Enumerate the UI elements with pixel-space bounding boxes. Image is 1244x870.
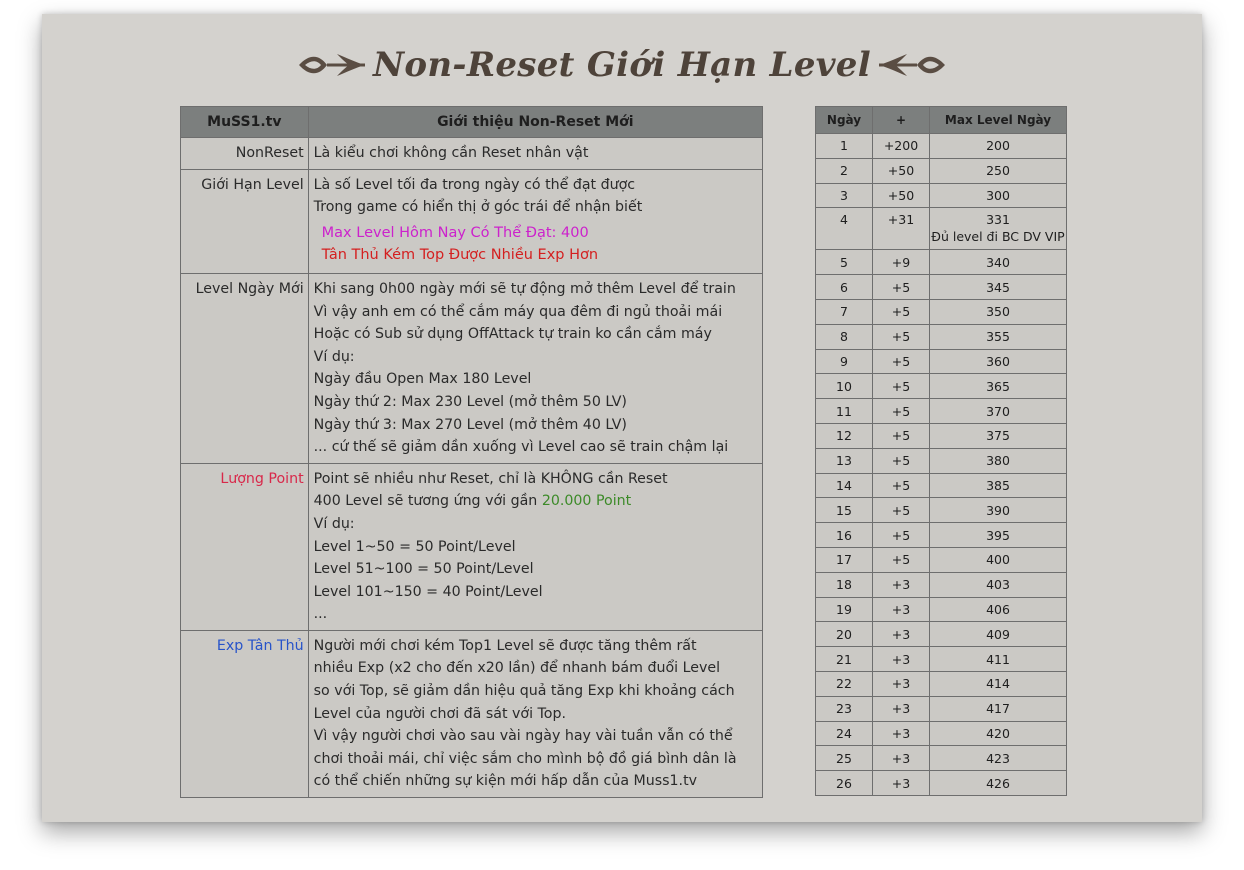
- level-plus-cell: +3: [873, 647, 930, 672]
- text-line: có thể chiến những sự kiện mới hấp dẫn của Muss1.tv: [313, 773, 698, 790]
- row-label: Giới Hạn Level: [181, 169, 309, 273]
- level-plus-cell: +5: [873, 547, 930, 572]
- text-line: Point sẽ nhiều như Reset, chỉ là KHÔNG cần Reset: [313, 470, 668, 487]
- level-day-cell: 18: [816, 572, 873, 597]
- level-plus-cell: +5: [873, 448, 930, 473]
- row-label: Level Ngày Mới: [181, 273, 309, 463]
- info-row-point: [181, 463, 763, 630]
- level-day-cell: 10: [816, 374, 873, 399]
- point-value: 20.000 Point: [541, 493, 632, 510]
- text-line: ...: [313, 606, 328, 623]
- level-max-cell: 426: [930, 771, 1067, 796]
- level-max-cell: 355: [930, 324, 1067, 349]
- level-row: [816, 572, 1067, 597]
- level-plus-cell: +3: [873, 746, 930, 771]
- level-row: [816, 299, 1067, 324]
- level-max-cell: 250: [930, 158, 1067, 183]
- level-max-cell: 406: [930, 597, 1067, 622]
- level-table: [815, 106, 1067, 796]
- level-max-cell: [930, 208, 1067, 250]
- level-day-cell: 3: [816, 183, 873, 208]
- level-row: [816, 399, 1067, 424]
- level-day-cell: 25: [816, 746, 873, 771]
- row-text: [308, 630, 762, 797]
- level-row: [816, 183, 1067, 208]
- row-text: [308, 138, 762, 170]
- info-header-site: MuSS1.tv: [181, 107, 309, 138]
- level-header-max: Max Level Ngày: [930, 107, 1067, 134]
- level-day-cell: 6: [816, 275, 873, 300]
- level-header-day: Ngày: [816, 107, 873, 134]
- level-row: [816, 696, 1067, 721]
- level-row: [816, 158, 1067, 183]
- level-max-cell: 370: [930, 399, 1067, 424]
- level-row: [816, 275, 1067, 300]
- newbie-exp-highlight: Tân Thủ Kém Top Được Nhiều Exp Hơn: [321, 247, 599, 264]
- level-max-cell: 200: [930, 134, 1067, 159]
- row-label: NonReset: [181, 138, 309, 170]
- info-row-newbie-exp: [181, 630, 763, 797]
- level-plus-cell: +3: [873, 572, 930, 597]
- level-max-cell: 420: [930, 721, 1067, 746]
- level-note: Đủ level đi BC DV VIP: [931, 229, 1065, 245]
- level-row: [816, 498, 1067, 523]
- level-plus-cell: +200: [873, 134, 930, 159]
- level-day-cell: 13: [816, 448, 873, 473]
- level-day-cell: 9: [816, 349, 873, 374]
- level-row: [816, 208, 1067, 250]
- level-plus-cell: +5: [873, 523, 930, 548]
- text-line: Ngày thứ 3: Max 270 Level (mở thêm 40 LV): [313, 416, 627, 433]
- level-plus-cell: +5: [873, 423, 930, 448]
- text-line: Level của người chơi đã sát với Top.: [313, 705, 567, 722]
- level-row: [816, 250, 1067, 275]
- level-plus-cell: +3: [873, 771, 930, 796]
- level-max-value: 331: [986, 212, 1010, 228]
- row-text: [308, 273, 762, 463]
- level-max-cell: 423: [930, 746, 1067, 771]
- level-row: [816, 721, 1067, 746]
- level-row: [816, 647, 1067, 672]
- level-row: [816, 448, 1067, 473]
- level-max-cell: 360: [930, 349, 1067, 374]
- level-day-cell: 4: [816, 208, 873, 250]
- text-line: Vì vậy người chơi vào sau vài ngày hay vài tuần vẫn có thể: [313, 728, 733, 745]
- level-plus-cell: +3: [873, 696, 930, 721]
- info-row-new-day: [181, 273, 763, 463]
- level-row: [816, 671, 1067, 696]
- row-label: Exp Tân Thủ: [181, 630, 309, 797]
- max-level-highlight: Max Level Hôm Nay Có Thể Đạt: 400: [321, 224, 589, 241]
- level-day-cell: 23: [816, 696, 873, 721]
- level-row: [816, 349, 1067, 374]
- text-line: so với Top, sẽ giảm dần hiệu quả tăng Exp khi khoảng cách: [313, 683, 735, 700]
- level-row: [816, 771, 1067, 796]
- row-text: [308, 463, 762, 630]
- right-ornament-icon: [877, 48, 947, 82]
- level-row: [816, 134, 1067, 159]
- level-max-cell: 380: [930, 448, 1067, 473]
- text-line: [314, 490, 756, 513]
- text-line: Vì vậy anh em có thể cắm máy qua đêm đi ngủ thoải mái: [313, 303, 723, 320]
- level-max-cell: 390: [930, 498, 1067, 523]
- level-day-cell: 7: [816, 299, 873, 324]
- text-line: Level 1~50 = 50 Point/Level: [313, 538, 516, 555]
- info-header-intro: Giới thiệu Non-Reset Mới: [308, 107, 762, 138]
- text-line: Ngày đầu Open Max 180 Level: [313, 371, 532, 388]
- level-row: [816, 547, 1067, 572]
- level-max-cell: 417: [930, 696, 1067, 721]
- level-day-cell: 19: [816, 597, 873, 622]
- level-row: [816, 523, 1067, 548]
- level-max-cell: 365: [930, 374, 1067, 399]
- text-line: Ngày thứ 2: Max 230 Level (mở thêm 50 LV): [313, 393, 627, 410]
- text-line: Level 51~100 = 50 Point/Level: [313, 561, 534, 578]
- level-plus-cell: +5: [873, 299, 930, 324]
- text-line: Là kiểu chơi không cần Reset nhân vật: [313, 145, 589, 161]
- level-plus-cell: +5: [873, 498, 930, 523]
- level-day-cell: 14: [816, 473, 873, 498]
- level-row: [816, 746, 1067, 771]
- text-line: Khi sang 0h00 ngày mới sẽ tự động mở thêm Level để train: [313, 280, 736, 297]
- level-plus-cell: +5: [873, 275, 930, 300]
- level-day-cell: 12: [816, 423, 873, 448]
- level-day-cell: 16: [816, 523, 873, 548]
- level-plus-cell: +50: [873, 158, 930, 183]
- level-table-body: [816, 134, 1067, 796]
- text-line: chơi thoải mái, chỉ việc sắm cho mình bộ đồ giá bình dân là: [313, 750, 737, 767]
- info-row-nonreset: [181, 138, 763, 170]
- level-row: [816, 423, 1067, 448]
- level-plus-cell: +3: [873, 671, 930, 696]
- title-bar: [42, 40, 1202, 90]
- level-row: [816, 473, 1067, 498]
- point-text: 400 Level sẽ tương ứng với gần: [313, 493, 538, 510]
- text-line: Trong game có hiển thị ở góc trái để nhận biết: [313, 199, 643, 216]
- level-plus-cell: +3: [873, 597, 930, 622]
- level-max-cell: 385: [930, 473, 1067, 498]
- text-line: Ví dụ:: [313, 515, 355, 532]
- level-row: [816, 324, 1067, 349]
- text-line: Là số Level tối đa trong ngày có thể đạt được: [313, 176, 636, 193]
- level-day-cell: 20: [816, 622, 873, 647]
- level-max-cell: 395: [930, 523, 1067, 548]
- info-row-level-limit: [181, 169, 763, 273]
- info-header-row: [181, 107, 763, 138]
- level-day-cell: 26: [816, 771, 873, 796]
- level-day-cell: 24: [816, 721, 873, 746]
- level-max-cell: 400: [930, 547, 1067, 572]
- level-plus-cell: +3: [873, 721, 930, 746]
- text-line: ... cứ thế sẽ giảm dần xuống vì Level cao sẽ train chậm lại: [313, 439, 729, 456]
- level-row: [816, 597, 1067, 622]
- level-plus-cell: +5: [873, 399, 930, 424]
- left-ornament-icon: [297, 48, 367, 82]
- level-plus-cell: +31: [873, 208, 930, 250]
- level-plus-cell: +9: [873, 250, 930, 275]
- level-max-cell: 411: [930, 647, 1067, 672]
- row-label: Lượng Point: [181, 463, 309, 630]
- level-header-row: [816, 107, 1067, 134]
- level-day-cell: 5: [816, 250, 873, 275]
- level-day-cell: 2: [816, 158, 873, 183]
- level-plus-cell: +3: [873, 622, 930, 647]
- level-day-cell: 8: [816, 324, 873, 349]
- level-day-cell: 17: [816, 547, 873, 572]
- level-plus-cell: +5: [873, 473, 930, 498]
- level-max-cell: 345: [930, 275, 1067, 300]
- row-text: [308, 169, 762, 273]
- level-plus-cell: +5: [873, 349, 930, 374]
- info-table: [180, 106, 763, 798]
- level-plus-cell: +50: [873, 183, 930, 208]
- level-day-cell: 1: [816, 134, 873, 159]
- text-line: Level 101~150 = 40 Point/Level: [313, 583, 543, 600]
- level-day-cell: 11: [816, 399, 873, 424]
- level-max-cell: 350: [930, 299, 1067, 324]
- level-max-cell: 409: [930, 622, 1067, 647]
- level-max-cell: 414: [930, 671, 1067, 696]
- level-max-cell: 403: [930, 572, 1067, 597]
- level-day-cell: 15: [816, 498, 873, 523]
- level-max-cell: 300: [930, 183, 1067, 208]
- text-line: Người mới chơi kém Top1 Level sẽ được tăng thêm rất: [313, 637, 697, 654]
- text-line: nhiều Exp (x2 cho đến x20 lần) để nhanh bám đuổi Level: [313, 660, 721, 677]
- level-plus-cell: +5: [873, 374, 930, 399]
- level-header-plus: +: [873, 107, 930, 134]
- level-day-cell: 22: [816, 671, 873, 696]
- content-card: [42, 14, 1202, 822]
- level-plus-cell: +5: [873, 324, 930, 349]
- level-max-cell: 375: [930, 423, 1067, 448]
- level-row: [816, 374, 1067, 399]
- level-row: [816, 622, 1067, 647]
- text-line: Ví dụ:: [313, 348, 355, 365]
- page-title: Non-Reset Giới Hạn Level: [373, 45, 871, 85]
- level-day-cell: 21: [816, 647, 873, 672]
- level-max-cell: 340: [930, 250, 1067, 275]
- text-line: Hoặc có Sub sử dụng OffAttack tự train ko cần cắm máy: [313, 326, 712, 343]
